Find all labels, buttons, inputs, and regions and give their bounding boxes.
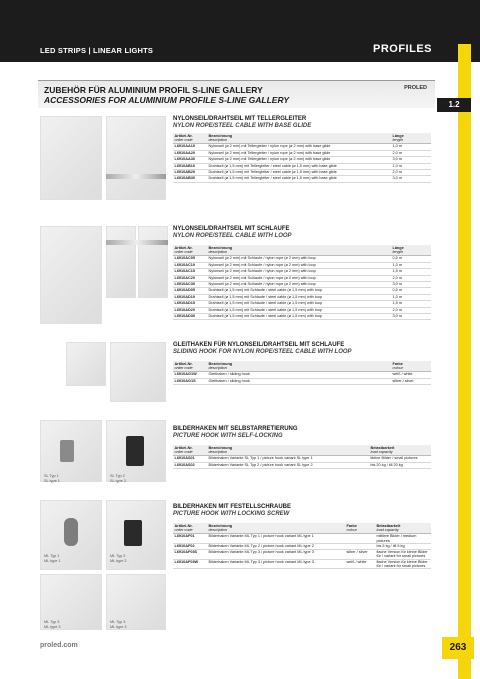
table-row: L6910AD05 Drahtseil (ø 1,5 mm) mit Schlaufe / steel cable (ø 1,5 mm) with loop 0,5 m (173, 288, 431, 294)
col-header: Artikel-Nr. order code (173, 523, 207, 534)
product-image (106, 226, 136, 298)
hook-image (126, 436, 144, 466)
table-row: L6910AC15 Nylonseil (ø 2 mm) mit Schlaufe / nylon rope (ø 2 mm) with loop 1,5 m (173, 269, 431, 275)
image-caption: ML Typ 3 ML type 3 (44, 620, 61, 629)
col-header: Bezeichnung description (207, 133, 391, 144)
col-header: Bezeichnung description (207, 361, 391, 372)
table-row: L6910AC05 Nylonseil (ø 2 mm) mit Schlaufe / nylon rope (ø 2 mm) with loop 0,5 m (173, 256, 431, 262)
col-header: Länge length (391, 245, 431, 256)
heading-de: NYLONSEIL/DRAHTSEIL MIT TELLERGLEITER (173, 116, 307, 122)
heading-en: PICTURE HOOK WITH LOCKING SCREW (173, 511, 290, 517)
section-heading (173, 226, 292, 239)
product-image (40, 116, 102, 200)
table-row: L6910AF03S Bilderhaken Variante ML Typ 3 / picture hook variant ML type 3 silber / silver flache Version für kleine Bilder für / variant for small pictures (173, 550, 431, 559)
table-row: L6910AC20 Nylonseil (ø 2 mm) mit Schlaufe / nylon rope (ø 2 mm) with loop 2,0 m (173, 275, 431, 281)
hook-image (124, 520, 142, 546)
product-table (173, 245, 431, 320)
table-row: L6910AB20 Drahtseil (ø 1,5 mm) mit Tellergleiter / steel cable (ø 1,5 mm) with base glide 2,0 m (173, 170, 431, 176)
section-rope-loop (38, 226, 435, 330)
table-row: L6910AS02 Bilderhaken Variante SL Typ 2 / picture hook variant SL type 2 bis 20 kg / till 20 kg (173, 462, 431, 468)
section-heading (173, 426, 298, 439)
section-locking-screw-hook (38, 500, 435, 632)
table-row: L6910AG1S Gleithaken / sliding hook silber / silver (173, 378, 431, 384)
product-image (40, 226, 102, 324)
product-table (173, 445, 431, 469)
accent-stripe (458, 62, 471, 679)
product-table (173, 361, 431, 385)
section-sliding-hook (38, 342, 435, 408)
accent-stripe-top (458, 44, 471, 62)
heading-de: GLEITHAKEN FÜR NYLONSEIL/DRAHTSEIL MIT SCHLAUFE (173, 342, 345, 348)
col-header: Farbe colour (391, 361, 431, 372)
page-title-bar (38, 80, 435, 108)
chapter-tab: 1.2 (437, 98, 471, 112)
heading-en: NYLON ROPE/STEEL CABLE WITH BASE GLIDE (173, 123, 312, 129)
table-row: L6910AF02 Bilderhaken Variante ML Typ 2 / picture hook variant ML type 2 bis 5 kg / till 5 kg (173, 543, 431, 549)
table-row: L6910AS01 Bilderhaken Variante SL Typ 1 / picture hook variant SL type 1 kleine Bilder / small pictures (173, 456, 431, 462)
product-table (173, 523, 431, 569)
heading-de: BILDERHAKEN MIT SELBSTARRETIERUNG (173, 426, 298, 432)
image-caption: SL Typ 2 SL type 2 (110, 474, 126, 483)
table-row: L6910AF03W Bilderhaken Variante ML Typ 3 / picture hook variant ML type 3 weiß / white flache Version für kleine Bilder für / variant for small pictures (173, 559, 431, 568)
page-number: 263 (442, 637, 474, 659)
product-image (106, 116, 166, 200)
col-header: Belastbarkeit load capacity (369, 445, 431, 456)
heading-de: BILDERHAKEN MIT FESTELLSCHRAUBE (173, 504, 291, 510)
table-row: L6910AD20 Drahtseil (ø 1,5 mm) mit Schlaufe / steel cable (ø 1,5 mm) with loop 2,0 m (173, 307, 431, 313)
profile-rail-image (106, 240, 168, 245)
profile-rail-image (106, 174, 166, 179)
col-header: Bezeichnung description (207, 445, 369, 456)
heading-en: NYLON ROPE/STEEL CABLE WITH LOOP (173, 233, 292, 239)
heading-en: SLIDING HOOK FOR NYLON ROPE/STEEL CABLE WITH LOOP (173, 349, 352, 355)
col-header: Artikel-Nr. order code (173, 133, 207, 144)
section-heading (173, 342, 352, 355)
chapter-label: PROFILES (372, 43, 432, 55)
image-caption: ML Typ 1 ML type 1 (44, 554, 61, 563)
table-row: L6910AA30 Nylonseil (ø 2 mm) mit Tellergleiter / nylon rope (ø 2 mm) with base glide 3,0 m (173, 157, 431, 163)
table-row: L6910AD30 Drahtseil (ø 1,5 mm) mit Schlaufe / steel cable (ø 1,5 mm) with loop 3,0 m (173, 314, 431, 320)
heading-en: PICTURE HOOK WITH SELF-LOCKING (173, 433, 283, 439)
table-row: L6910AB10 Drahtseil (ø 1,5 mm) mit Tellergleiter / steel cable (ø 1,5 mm) with base glide 1,0 m (173, 163, 431, 169)
table-row: L6910AC10 Nylonseil (ø 2 mm) mit Schlaufe / nylon rope (ø 2 mm) with loop 1,0 m (173, 262, 431, 268)
hook-image (60, 440, 74, 462)
image-caption: SL Typ 1 SL type 1 (44, 474, 60, 483)
image-caption: ML Typ 3 ML type 3 (110, 620, 127, 629)
section-heading (173, 116, 311, 129)
top-banner (0, 0, 480, 62)
table-row: L6910AB30 Drahtseil (ø 1,5 mm) mit Tellergleiter / steel cable (ø 1,5 mm) with base glide 3,0 m (173, 176, 431, 182)
heading-de: NYLONSEIL/DRAHTSEIL MIT SCHLAUFE (173, 226, 290, 232)
brand-logo: PROLED (404, 85, 427, 91)
image-caption: ML Typ 2 ML type 2 (110, 554, 127, 563)
product-image (138, 226, 168, 298)
product-image (66, 342, 106, 386)
col-header: Artikel-Nr. order code (173, 445, 207, 456)
category-label: LED STRIPS | LINEAR LIGHTS (40, 46, 154, 55)
col-header: Länge length (391, 133, 431, 144)
section-rope-base-glide (38, 116, 435, 208)
page-title-de: ZUBEHÖR FÜR ALUMINIUM PROFIL S-LINE GALLERY (44, 85, 263, 95)
section-heading (173, 504, 291, 517)
product-table (173, 133, 431, 183)
section-self-locking-hook (38, 420, 435, 492)
page-title-en: ACCESSORIES FOR ALUMINIUM PROFILE S-LINE GALLERY (44, 95, 290, 105)
table-row: L6910AG1W Gleithaken / sliding hook weiß / white (173, 372, 431, 378)
col-header: Belastbarkeit load capacity (375, 523, 431, 534)
hook-image (64, 518, 78, 546)
table-row: L6910AD15 Drahtseil (ø 1,5 mm) mit Schlaufe / steel cable (ø 1,5 mm) with loop 1,5 m (173, 301, 431, 307)
col-header: Bezeichnung description (207, 523, 345, 534)
table-row: L6910AA20 Nylonseil (ø 2 mm) mit Tellergleiter / nylon rope (ø 2 mm) with base glide 2,0 m (173, 150, 431, 156)
product-image (110, 342, 166, 402)
table-row: L6910AC30 Nylonseil (ø 2 mm) mit Schlaufe / nylon rope (ø 2 mm) with loop 3,0 m (173, 282, 431, 288)
table-row: L6910AD10 Drahtseil (ø 1,5 mm) mit Schlaufe / steel cable (ø 1,5 mm) with loop 1,0 m (173, 294, 431, 300)
col-header: Artikel-Nr. order code (173, 245, 207, 256)
table-row: L6910AF01 Bilderhaken Variante ML Typ 1 / picture hook variant ML type 1 mittlere Bilder / medium pictures (173, 534, 431, 543)
footer-website: proled.com (40, 642, 78, 649)
table-row: L6910AA10 Nylonseil (ø 2 mm) mit Tellergleiter / nylon rope (ø 2 mm) with base glide 1,0 m (173, 144, 431, 150)
col-header: Bezeichnung description (207, 245, 391, 256)
col-header: Farbe colour (345, 523, 375, 534)
col-header: Artikel-Nr. order code (173, 361, 207, 372)
